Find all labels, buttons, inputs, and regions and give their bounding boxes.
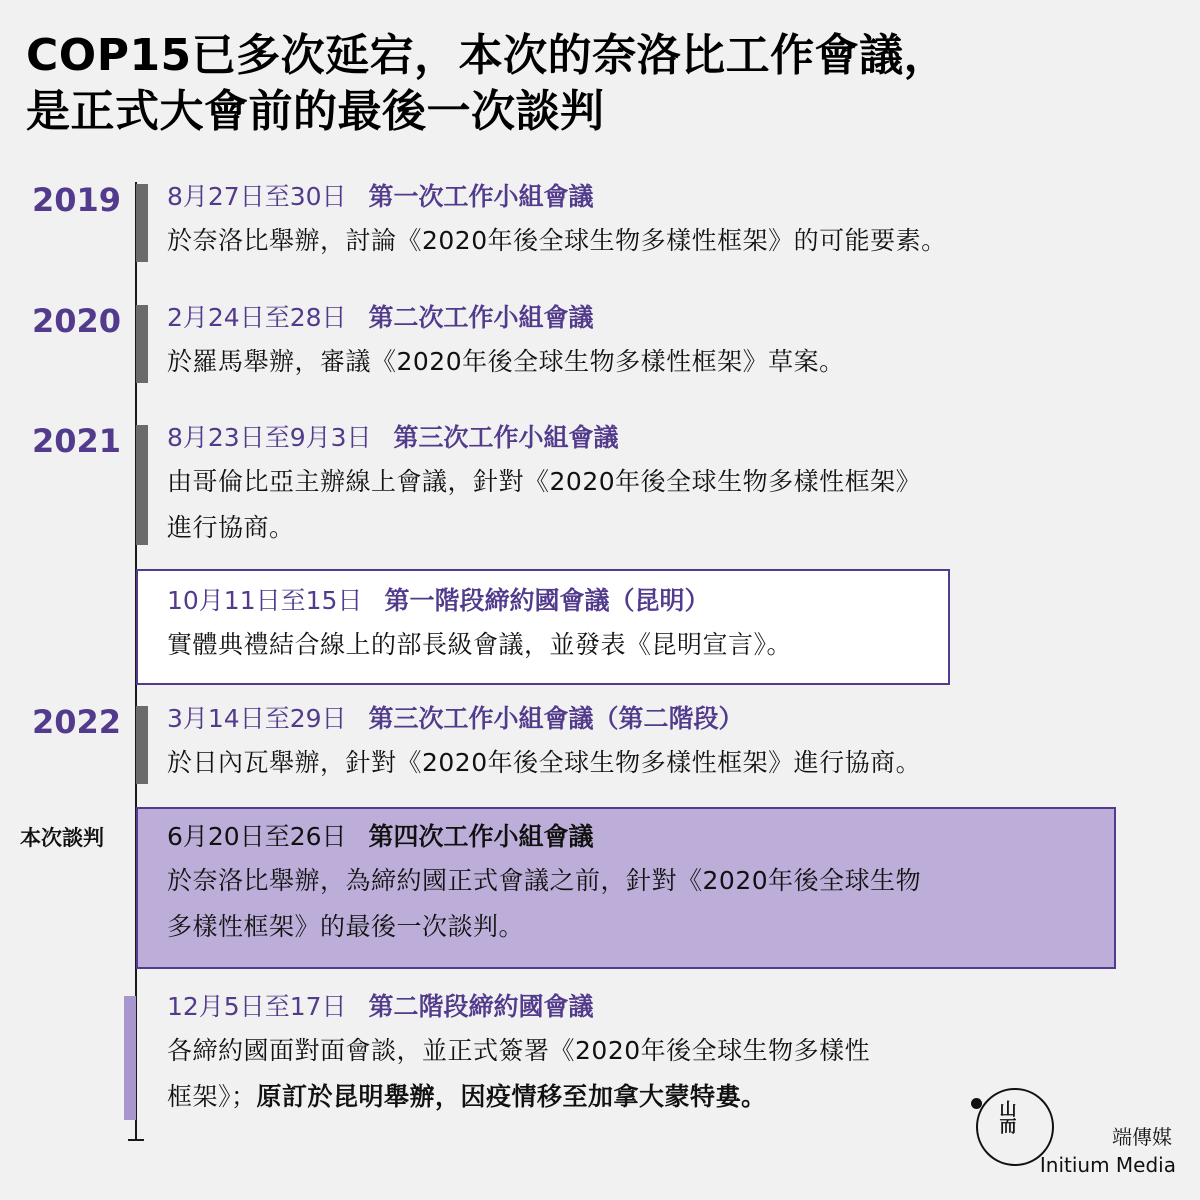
- event-owg2: [167, 301, 1167, 385]
- event-desc: 進行協商。: [167, 513, 295, 542]
- logo-dot: [971, 1098, 982, 1109]
- current-talks-label: 本次談判: [20, 826, 104, 850]
- event-date: 10月11日至15日: [167, 586, 363, 615]
- event-name: 第二次工作小組會議: [368, 303, 594, 332]
- event-name: 第一次工作小組會議: [368, 182, 594, 211]
- timeline-bar-2022: [136, 706, 148, 784]
- event-name: 第四次工作小組會議: [368, 822, 594, 851]
- brand-name-en: Initium Media: [1039, 1153, 1176, 1177]
- event-date: 6月20日至26日: [167, 822, 347, 851]
- event-date: 3月14日至29日: [167, 704, 347, 733]
- timeline-bar-2019: [136, 184, 148, 262]
- timeline-bar-2021: [136, 425, 148, 545]
- event-desc: 由哥倫比亞主辦線上會議，針對《2020年後全球生物多樣性框架》: [167, 467, 922, 496]
- event-owg3-part2: [167, 702, 1167, 786]
- event-name: 第三次工作小組會議: [393, 423, 619, 452]
- timeline-bar-2020: [136, 305, 148, 383]
- event-date: 2月24日至28日: [167, 303, 347, 332]
- brand-name-zh: 端傳媒: [1112, 1125, 1172, 1149]
- event-name: 第二階段締約國會議: [368, 992, 594, 1021]
- event-owg1: [167, 180, 1167, 264]
- logo-mark: 山 而: [999, 1100, 1017, 1137]
- event-owg4-current: [167, 820, 1167, 950]
- year-label-2021: 2021: [32, 422, 122, 460]
- event-desc: 框架》；: [167, 1082, 257, 1111]
- event-desc: 各締約國面對面會談，並正式簽署《2020年後全球生物多樣性: [167, 1036, 871, 1065]
- event-date: 12月5日至17日: [167, 992, 347, 1021]
- event-desc: 多樣性框架》的最後一次談判。: [167, 912, 525, 941]
- title-line-2: 是正式大會前的最後一次談判: [26, 86, 605, 137]
- event-owg3: [167, 421, 1167, 551]
- event-date: 8月23日至9月3日: [167, 423, 372, 452]
- event-desc: 於日內瓦舉辦，針對《2020年後全球生物多樣性框架》進行協商。: [167, 748, 922, 777]
- event-desc-bold: 原訂於昆明舉辦，因疫情移至加拿大蒙特婁。: [256, 1082, 767, 1111]
- event-desc: 於奈洛比舉辦，討論《2020年後全球生物多樣性框架》的可能要素。: [167, 226, 947, 255]
- event-name: 第三次工作小組會議（第二階段）: [368, 704, 744, 733]
- year-label-2020: 2020: [32, 302, 122, 340]
- year-label-2019: 2019: [32, 181, 122, 219]
- event-date: 8月27日至30日: [167, 182, 347, 211]
- timeline-axis-end: [128, 1139, 144, 1141]
- event-cop15-phase1: [167, 584, 1167, 668]
- event-name: 第一階段締約國會議（昆明）: [384, 586, 710, 615]
- page-title: [26, 28, 1176, 140]
- event-desc: 實體典禮結合線上的部長級會議，並發表《昆明宣言》。: [167, 630, 793, 659]
- event-desc: 於奈洛比舉辦，為締約國正式會議之前，針對《2020年後全球生物: [167, 866, 922, 895]
- event-desc: 於羅馬舉辦，審議《2020年後全球生物多樣性框架》草案。: [167, 347, 845, 376]
- timeline-bar-future: [124, 996, 136, 1120]
- year-label-2022: 2022: [32, 703, 122, 741]
- title-line-1: COP15已多次延宕，本次的奈洛比工作會議，: [26, 30, 949, 81]
